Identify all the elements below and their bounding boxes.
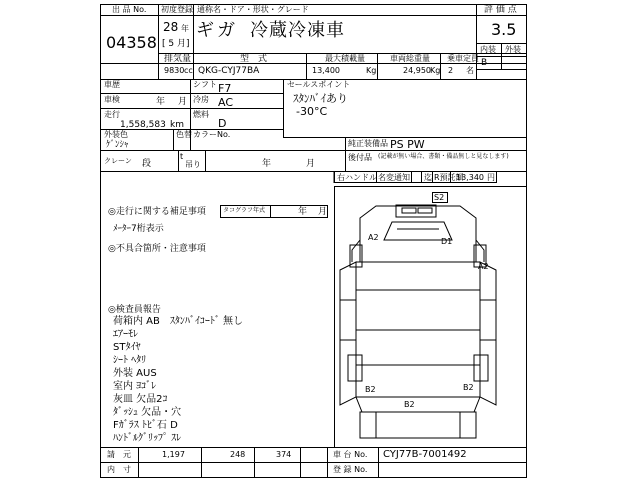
inspector-line: ｴｱｰﾓﾚ (113, 329, 138, 340)
color-label: 外装色 (104, 130, 128, 139)
damage-mark: A2 (368, 233, 379, 242)
defects-title: ◎不具合箇所・注意事項 (108, 244, 206, 254)
gvw-value: 24,950 (403, 66, 431, 75)
deadline-label: 迄 (424, 173, 432, 182)
color-change-label: 色替 (176, 130, 192, 139)
max-load-unit: Kg (366, 66, 377, 75)
hanging-year-unit: 年 (262, 159, 272, 169)
equipment-value: PS PW (390, 138, 425, 151)
reg-year-unit: 年 (181, 24, 189, 33)
interior-grade-label: 内装 (480, 45, 496, 54)
equipment-label: 純正装備品 (348, 139, 388, 148)
history-label: 車歴 (104, 80, 120, 89)
inspector-line: 室内 ﾖｺﾞﾚ (113, 381, 157, 392)
plate-label: 登 録 No. (333, 465, 368, 474)
shift-value: F7 (218, 82, 232, 95)
damage-mark: B2 (404, 400, 415, 409)
inspection-month-unit: 月 (178, 97, 188, 107)
fuel-value: D (218, 117, 227, 130)
tacho-label: タコグラフ年式 (223, 207, 266, 214)
type-value: QKG-CYJ77BA (198, 66, 260, 76)
footer-value-3: 374 (276, 450, 292, 459)
exterior-grade-label: 外装 (505, 45, 521, 54)
damage-mark: D1 (441, 237, 453, 246)
chassis-label: 車 台 No. (333, 450, 368, 459)
body-type: 冷蔵冷凍車 (250, 20, 345, 41)
color-value: ｹﾞﾝｼｬ (106, 140, 129, 150)
first-reg-label: 初度登録 (161, 5, 193, 14)
crane-label: クレーン (104, 157, 132, 165)
aftermarket-label: 後付品 (348, 153, 372, 162)
sales-point-1: ｽﾀﾝﾊﾞｲあり (293, 92, 348, 105)
inspector-line: ｼｰﾄ ﾍﾀﾘ (113, 355, 147, 366)
inspector-line: 灰皿 欠品2ｺ (113, 394, 168, 405)
title-change-label: 名変通知 (378, 173, 410, 182)
aftermarket-note: (記載が無い場合、書類・備品無しと見なします) (378, 153, 509, 160)
score-value: 3.5 (491, 20, 517, 39)
displacement-value: 9830 (164, 66, 185, 75)
inspector-line: 外装 AUS (113, 368, 157, 379)
mileage-value: 1,558,583 (120, 120, 166, 130)
interior-size-label: 内 寸 (107, 465, 131, 474)
request-label: 請 元 (107, 450, 131, 459)
capacity-unit: 名 (466, 66, 474, 75)
cooling-value: AC (218, 96, 234, 109)
hanging-label: 吊り (185, 160, 201, 169)
crane-ton: t (180, 152, 184, 161)
capacity-label: 乗車定員 (447, 54, 479, 63)
cooling-label: 冷房 (193, 95, 209, 104)
reg-year: 28 (163, 20, 179, 34)
hanging-month-unit: 月 (306, 159, 316, 169)
interior-grade: B (481, 58, 488, 68)
displacement-unit: cc (184, 66, 193, 75)
inspector-title: ◎検査員報告 (108, 305, 161, 315)
damage-mark: B2 (463, 383, 474, 392)
sales-point-label: セールスポイント (287, 80, 351, 89)
gvw-label: 車両総重量 (390, 54, 430, 63)
footer-value-1: 1,197 (162, 450, 185, 459)
inspector-line: STﾀｲﾔ (113, 342, 141, 353)
damage-mark: B2 (365, 385, 376, 394)
inspector-line: 荷箱内 AB ｽﾀﾝﾊﾞｲｺｰﾄﾞ 無し (113, 316, 244, 327)
recycle-label: R預託額 (434, 173, 464, 182)
inspector-line: ﾊﾝﾄﾞﾙｸﾞﾘｯﾌﾟ ｽﾚ (113, 433, 182, 444)
inspection-year-unit: 年 (156, 97, 166, 107)
inspector-line: Fｶﾞﾗｽ ﾄﾋﾞ石 D (113, 420, 178, 431)
chassis-value: CYJ77B-7001492 (383, 449, 467, 460)
displacement-label: 排気量 (164, 54, 192, 64)
lot-number: 04358 (106, 33, 157, 52)
score-label: 評 価 点 (484, 5, 517, 15)
mileage-unit: km (170, 120, 184, 130)
color-no-label: カラーNo. (193, 130, 231, 139)
rhd-label: 右ハンドル (337, 173, 377, 182)
capacity-value: 2 (448, 66, 454, 75)
inspector-line: ﾀﾞｯｼｭ 欠品・穴 (113, 407, 182, 418)
gvw-unit: Kg (430, 66, 441, 75)
fuel-label: 燃料 (193, 110, 209, 119)
inspection-label: 車検 (104, 95, 120, 104)
model-name: ギガ (196, 20, 238, 41)
lot-label: 出 品 No. (112, 5, 147, 14)
reg-month: [ 5 月] (162, 39, 190, 49)
meter-note: ﾒｰﾀｰ7桁表示 (113, 224, 164, 234)
damage-mark: A2 (478, 262, 489, 271)
max-load-label: 最大積載量 (325, 54, 365, 63)
tacho-month-unit: 月 (318, 207, 328, 217)
footer-value-2: 248 (230, 450, 246, 459)
tacho-year-unit: 年 (298, 207, 308, 217)
shift-label: シフト (193, 80, 217, 89)
driving-notes-title: ◎走行に関する補足事項 (108, 207, 206, 217)
crane-stage: 段 (142, 159, 152, 169)
damage-mark: S2 (434, 193, 445, 202)
sales-point-2: -30°C (296, 105, 328, 118)
model-label: 通称名・ドア・形状・グレード (197, 5, 309, 14)
max-load-value: 13,400 (312, 66, 340, 75)
recycle-unit: 円 (487, 173, 495, 182)
mileage-label: 走行 (104, 110, 120, 119)
type-label: 型 式 (240, 54, 268, 64)
recycle-value: 13,340 (456, 173, 484, 182)
